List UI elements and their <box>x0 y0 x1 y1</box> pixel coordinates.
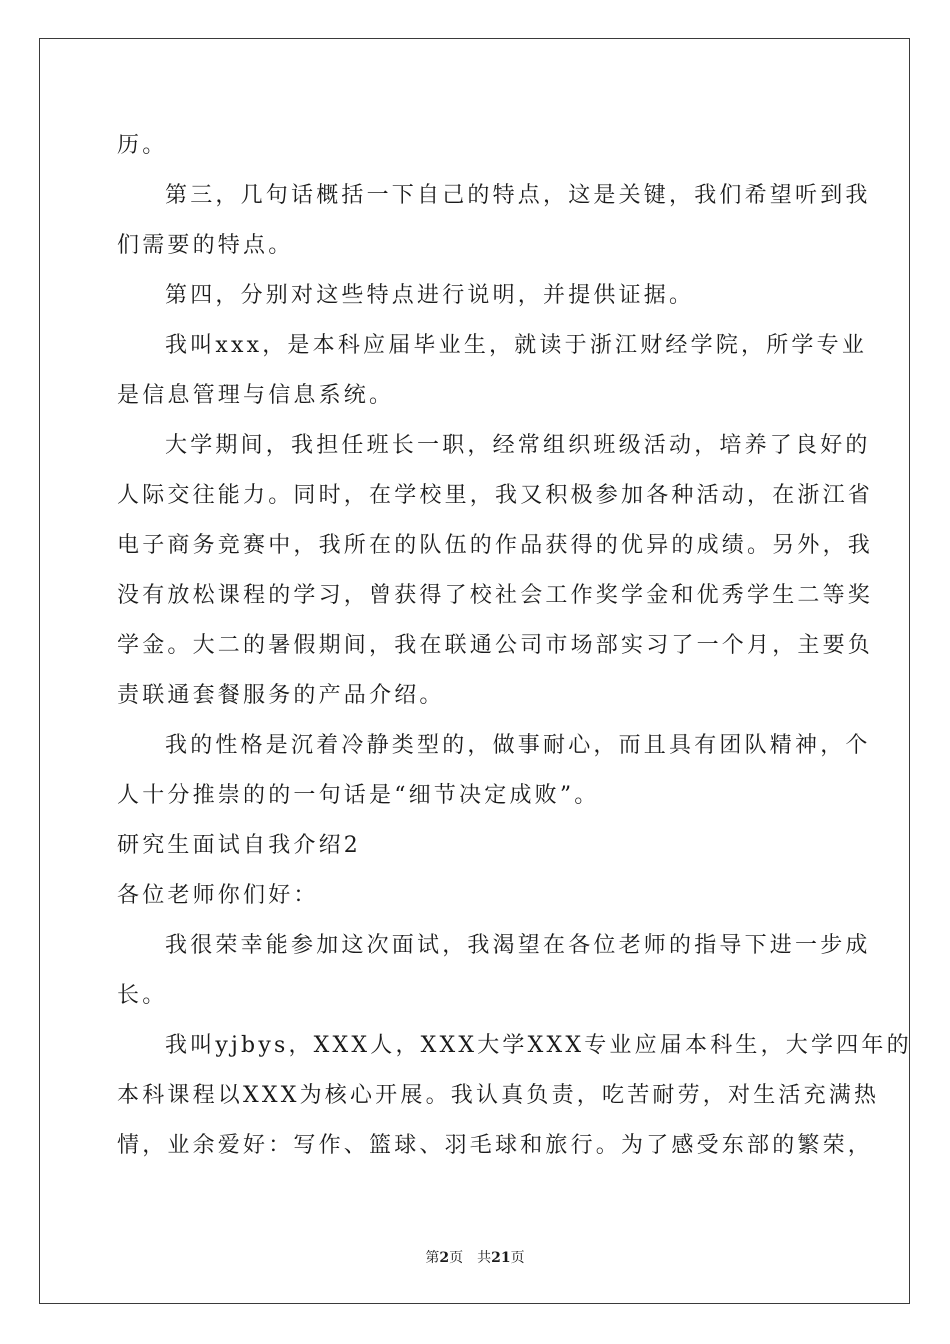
text-line: 没有放松课程的学习，曾获得了校社会工作奖学金和优秀学生二等奖 <box>117 583 874 608</box>
text-line: 情，业余爱好：写作、篮球、羽毛球和旅行。为了感受东部的繁荣， <box>117 1133 874 1158</box>
page-footer <box>0 1247 950 1267</box>
text-line: 我很荣幸能参加这次面试，我渴望在各位老师的指导下进一步成 <box>165 933 871 958</box>
text-line: 我的性格是沉着冷静类型的，做事耐心，而且具有团队精神，个 <box>165 733 871 758</box>
text-line: 第四，分别对这些特点进行说明，并提供证据。 <box>165 283 695 308</box>
text-line: 人十分推崇的的一句话是“细节决定成败”。 <box>117 783 600 808</box>
text-line: 是信息管理与信息系统。 <box>117 383 395 408</box>
text-line: 我叫yjbys，XXX人，XXX大学XXX专业应届本科生，大学四年的 <box>165 1033 912 1058</box>
text-line: 我叫xxx，是本科应届毕业生，就读于浙江财经学院，所学专业 <box>165 333 868 358</box>
text-line: 第三，几句话概括一下自己的特点，这是关键，我们希望听到我 <box>165 183 871 208</box>
footer-suffix: 页 <box>510 1250 525 1266</box>
text-line: 历。 <box>117 133 168 158</box>
text-line: 电子商务竞赛中，我所在的队伍的作品获得的优异的成绩。另外，我 <box>117 533 874 558</box>
text-line: 大学期间，我担任班长一职，经常组织班级活动，培养了良好的 <box>165 433 871 458</box>
text-line: 们需要的特点。 <box>117 233 294 258</box>
footer-prefix: 第 <box>425 1250 440 1266</box>
text-line: 各位老师你们好： <box>117 883 319 908</box>
text-line: 人际交往能力。同时，在学校里，我又积极参加各种活动，在浙江省 <box>117 483 874 508</box>
total-pages-number: 21 <box>491 1250 511 1266</box>
text-line: 长。 <box>117 983 168 1008</box>
text-line: 责联通套餐服务的产品介绍。 <box>117 683 445 708</box>
text-line: 研究生面试自我介绍2 <box>117 833 361 858</box>
text-line: 本科课程以XXX为核心开展。我认真负责，吃苦耐劳，对生活充满热 <box>117 1083 880 1108</box>
footer-mid: 页 共 <box>449 1250 492 1266</box>
current-page-number: 2 <box>439 1250 450 1266</box>
text-line: 学金。大二的暑假期间，我在联通公司市场部实习了一个月，主要负 <box>117 633 874 658</box>
document-body <box>117 121 912 1171</box>
